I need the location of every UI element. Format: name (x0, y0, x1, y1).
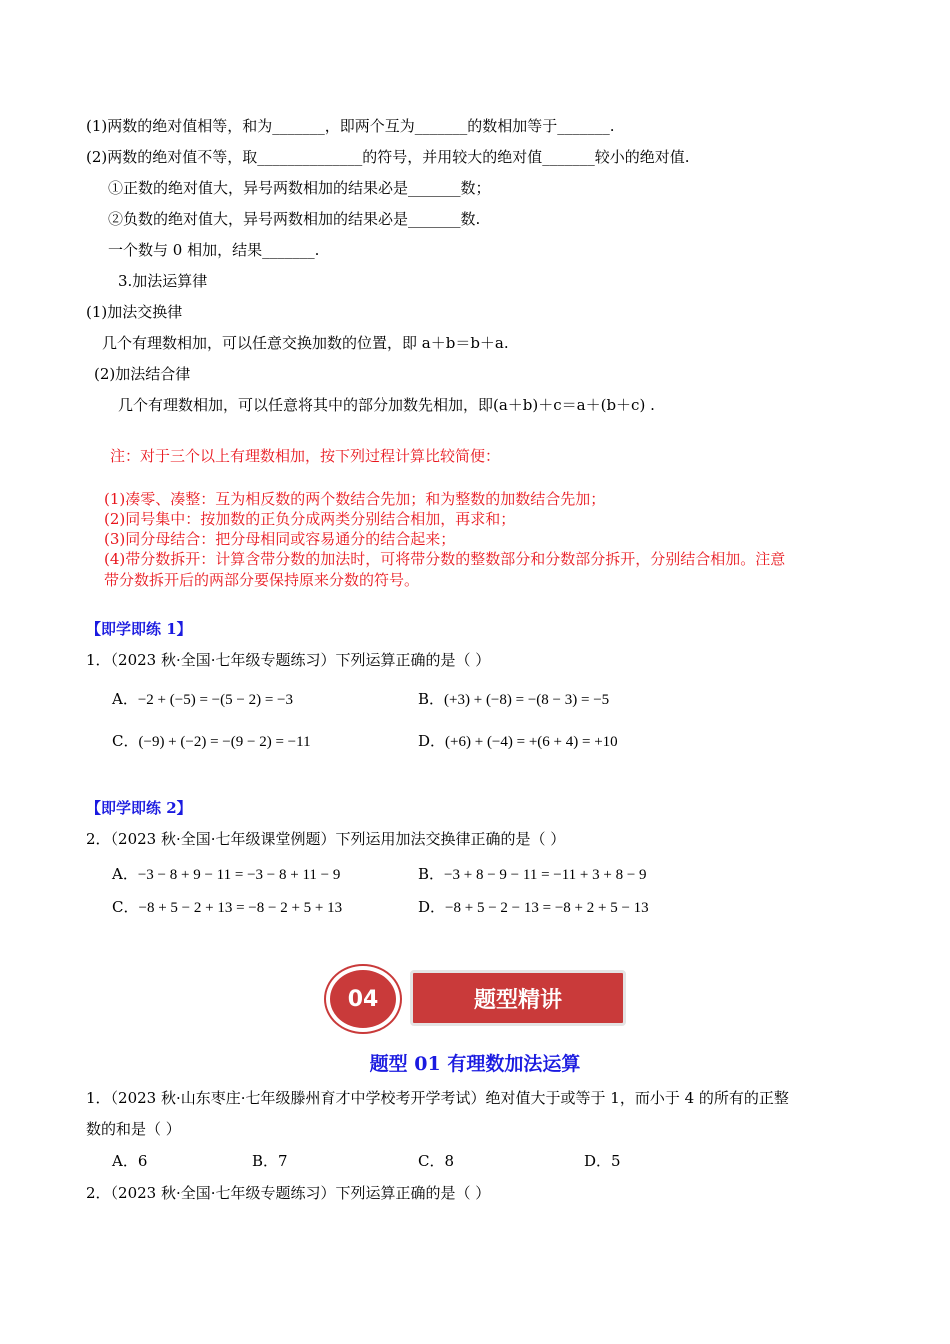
exercise-question: 2．（2023 秋·全国·七年级专题练习）下列运算正确的是（ ） (86, 1184, 491, 1202)
option-d (418, 731, 618, 752)
option-expression: −8 + 5 − 2 + 13 = −8 − 2 + 5 + 13 (138, 900, 343, 916)
note-item: (4)带分数拆开：计算含带分数的加法时，可将带分数的整数部分和分数部分拆开，分别结合相加。注意 (104, 550, 786, 568)
option-letter: D． (418, 732, 446, 750)
exercise-question: 1．（2023 秋·山东枣庄·七年级滕州育才中学校考开学考试）绝对值大于或等于 1，而小于 4 的所有的正整 (86, 1089, 789, 1107)
option-c: C．8 (418, 1152, 455, 1170)
rule-negative-larger: ②负数的绝对值大，异号两数相加的结果必是_______数. (108, 210, 481, 228)
note-item: (1)凑零、凑整：互为相反数的两个数结合先加；和为整数的加数结合先加； (104, 490, 606, 508)
commutative-law-text: 几个有理数相加，可以任意交换加数的位置，即 a＋b＝b＋a. (102, 334, 509, 352)
option-d: D．5 (584, 1152, 621, 1170)
note-item: (3)同分母结合：把分母相同或容易通分的结合起来； (104, 530, 456, 548)
addition-laws-heading: 3.加法运算律 (118, 272, 208, 290)
option-expression: (−9) + (−2) = −(9 − 2) = −11 (138, 734, 311, 750)
rule-positive-larger: ①正数的绝对值大，异号两数相加的结果必是_______数； (108, 179, 491, 197)
option-letter: D． (418, 898, 446, 916)
option-c (112, 731, 311, 752)
practice-question: 2．（2023 秋·全国·七年级课堂例题）下列运用加法交换律正确的是（ ） (86, 830, 566, 848)
option-letter: C． (112, 732, 139, 750)
option-a (112, 689, 293, 710)
associative-law-title: (2)加法结合律 (94, 365, 191, 383)
option-expression: −3 − 8 + 9 − 11 = −3 − 8 + 11 − 9 (137, 867, 341, 883)
option-expression: −8 + 5 − 2 − 13 = −8 + 2 + 5 − 13 (445, 900, 649, 916)
associative-law-text: 几个有理数相加，可以任意将其中的部分加数先相加，即(a＋b)＋c＝a＋(b＋c) . (118, 396, 655, 414)
practice-question: 1．（2023 秋·全国·七年级专题练习）下列运算正确的是（ ） (86, 651, 491, 669)
option-expression: (+3) + (−8) = −(8 − 3) = −5 (444, 692, 610, 708)
option-c (112, 897, 342, 918)
option-expression: (+6) + (−4) = +(6 + 4) = +10 (445, 734, 618, 750)
option-letter: C． (112, 898, 139, 916)
note-item: 带分数拆开后的两部分要保持原来分数的符号。 (104, 571, 420, 589)
banner-number-badge: 04 (326, 966, 400, 1032)
option-b: B．7 (252, 1152, 288, 1170)
option-b (418, 689, 609, 710)
option-letter: A． (112, 865, 138, 883)
option-b (418, 864, 647, 885)
option-letter: A． (112, 690, 138, 708)
practice-label: 【即学即练 2】 (86, 799, 192, 817)
option-a: A．6 (112, 1152, 148, 1170)
option-a (112, 864, 340, 885)
option-letter: B． (418, 865, 445, 883)
note-title: 注：对于三个以上有理数相加，按下列过程计算比较简便： (110, 447, 501, 465)
practice-label: 【即学即练 1】 (86, 620, 192, 638)
rule-add-zero: 一个数与 0 相加，结果_______. (108, 241, 320, 259)
rule-equal-abs: (1)两数的绝对值相等，和为_______，即两个互为_______的数相加等于_______. (86, 117, 615, 135)
banner-title: 题型精讲 (410, 970, 626, 1026)
section-title: 题型 01 有理数加法运算 (369, 1053, 581, 1075)
note-item: (2)同号集中：按加数的正负分成两类分别结合相加，再求和； (104, 510, 516, 528)
option-expression: −2 + (−5) = −(5 − 2) = −3 (137, 692, 293, 708)
exercise-question-cont: 数的和是（ ） (86, 1120, 181, 1138)
rule-unequal-abs: (2)两数的绝对值不等，取______________的符号，并用较大的绝对值_______较小的绝对值. (86, 148, 690, 166)
option-letter: B． (418, 690, 445, 708)
option-d (418, 897, 649, 918)
option-expression: −3 + 8 − 9 − 11 = −11 + 3 + 8 − 9 (444, 867, 647, 883)
commutative-law-title: (1)加法交换律 (86, 303, 183, 321)
section-banner (326, 966, 626, 1026)
